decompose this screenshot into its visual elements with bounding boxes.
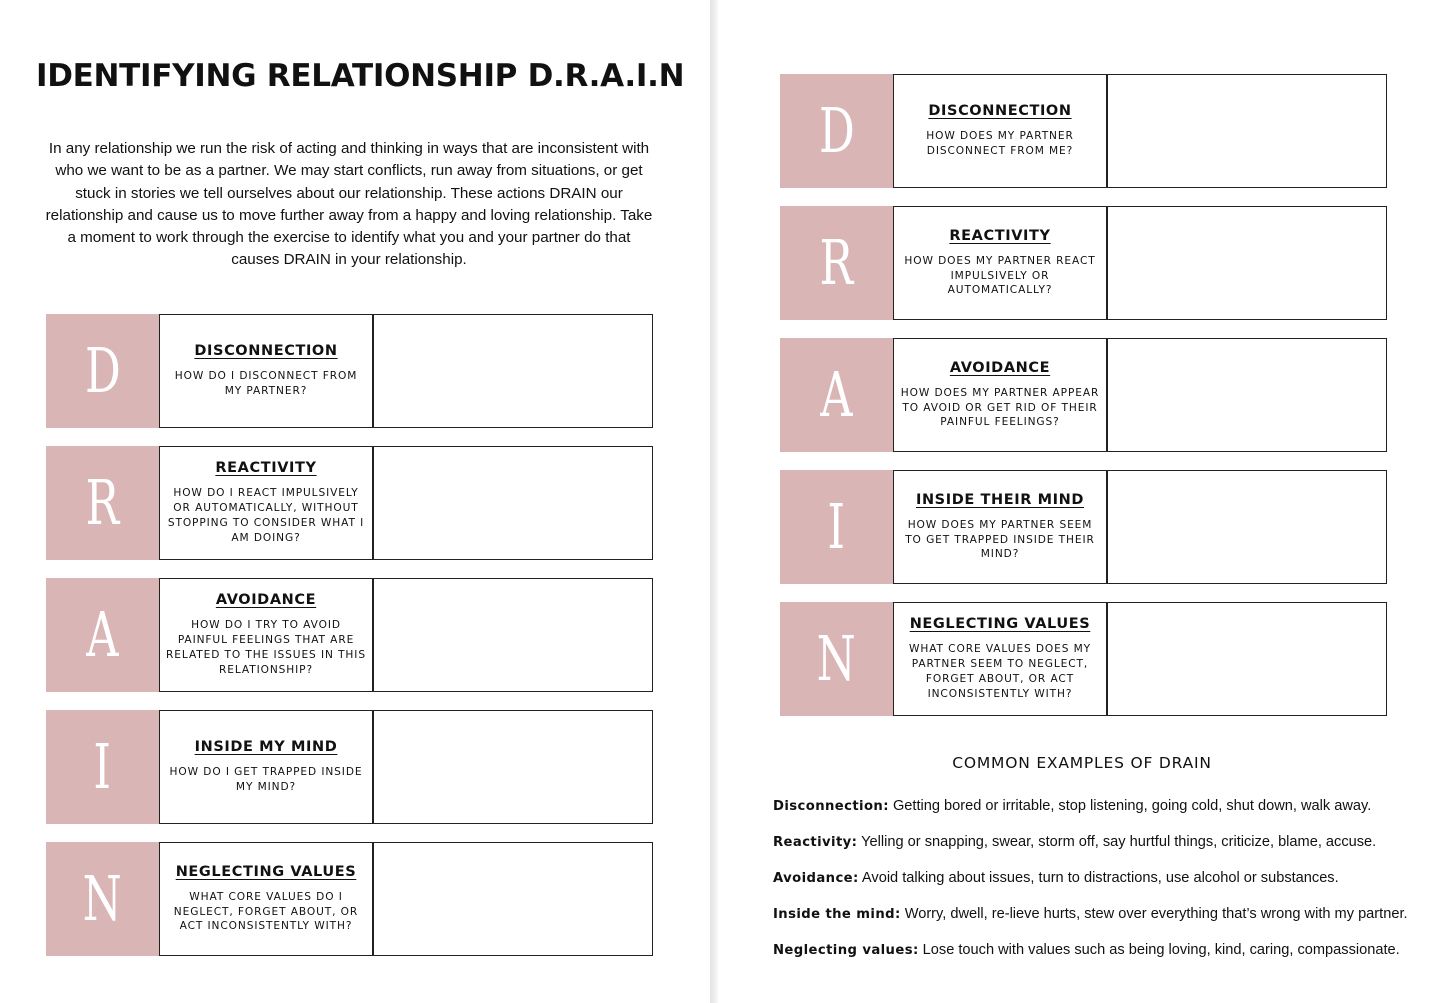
example-text: Yelling or snapping, swear, storm off, say hurtful things, criticize, blame, accuse. [857,834,1377,850]
drain-letter: A [86,598,119,671]
prompt-cell [893,602,1107,716]
drain-letter-box [780,74,893,188]
answer-box[interactable] [1106,74,1387,188]
example-item [773,796,1438,832]
prompt-heading: INSIDE MY MIND [194,739,338,756]
partner-drain-table [780,74,1386,734]
prompt-question: HOW DOES MY PARTNER DISCONNECT FROM ME? [926,130,1074,157]
drain-letter: N [82,862,123,935]
drain-row [780,206,1386,320]
prompt-heading: AVOIDANCE [949,359,1051,376]
answer-box[interactable] [1106,470,1387,584]
example-item [773,868,1438,904]
answer-box[interactable] [1106,206,1387,320]
drain-letter-box [780,206,893,320]
drain-letter-box [46,314,159,428]
drain-letter-box [780,470,893,584]
drain-letter-box [780,338,893,452]
prompt-question: HOW DOES MY PARTNER SEEM TO GET TRAPPED INSIDE THEIR MIND? [905,518,1095,561]
prompt-question: HOW DOES MY PARTNER REACT IMPULSIVELY OR AUTOMATICALLY? [904,254,1096,297]
drain-letter-box [46,446,159,560]
example-term: Disconnection: [773,799,889,814]
answer-box[interactable] [1106,602,1387,716]
answer-box[interactable] [372,842,653,956]
example-term: Avoidance: [773,871,859,886]
answer-box[interactable] [372,578,653,692]
prompt-cell [893,74,1107,188]
drain-letter: D [818,94,855,167]
drain-row [780,74,1386,188]
example-text: Worry, dwell, re-lieve hurts, stew over everything that’s wrong with my partner. [900,906,1408,922]
drain-row [780,338,1386,452]
prompt-cell [159,314,373,428]
prompt-heading: NEGLECTING VALUES [175,863,357,880]
example-term: Neglecting values: [773,943,919,958]
drain-letter: R [85,466,120,539]
page-title: IDENTIFYING RELATIONSHIP D.R.A.I.N [36,58,685,94]
drain-letter-box [46,578,159,692]
example-term: Reactivity: [773,835,858,850]
example-item [773,940,1438,976]
prompt-cell [893,206,1107,320]
examples-heading: COMMON EXAMPLES OF DRAIN [952,754,1212,772]
prompt-heading: AVOIDANCE [215,592,317,609]
prompt-question: HOW DO I REACT IMPULSIVELY OR AUTOMATICALLY, WITHOUT STOPPING TO CONSIDER WHAT I AM DOING? [167,487,365,544]
prompt-cell [159,842,373,956]
self-drain-table [46,314,652,974]
worksheet-page-self [0,0,710,1003]
prompt-heading: DISCONNECTION [928,103,1072,120]
drain-letter: R [819,226,854,299]
drain-row [780,602,1386,716]
prompt-heading: NEGLECTING VALUES [909,616,1091,633]
prompt-cell [893,470,1107,584]
answer-box[interactable] [372,446,653,560]
drain-row [46,842,652,956]
example-text: Getting bored or irritable, stop listening, going cold, shut down, walk away. [888,798,1372,814]
drain-letter: A [820,358,853,431]
prompt-question: HOW DOES MY PARTNER APPEAR TO AVOID OR GET RID OF THEIR PAINFUL FEELINGS? [900,386,1100,429]
drain-row [780,470,1386,584]
prompt-question: HOW DO I GET TRAPPED INSIDE MY MIND? [169,766,363,793]
drain-letter: I [827,490,846,563]
example-text: Avoid talking about issues, turn to distractions, use alcohol or substances. [858,870,1339,886]
answer-box[interactable] [1106,338,1387,452]
drain-row [46,578,652,692]
drain-letter: I [93,730,112,803]
example-item [773,904,1438,940]
drain-letter-box [46,842,159,956]
prompt-question: HOW DO I TRY TO AVOID PAINFUL FEELINGS THAT ARE RELATED TO THE ISSUES IN THIS RELATIONSHIP? [166,619,366,676]
examples-list [773,796,1438,976]
drain-row [46,446,652,560]
prompt-question: WHAT CORE VALUES DO I NEGLECT, FORGET ABOUT, OR ACT INCONSISTENTLY WITH? [173,890,359,933]
drain-letter: N [816,622,857,695]
prompt-heading: DISCONNECTION [194,343,338,360]
example-item [773,832,1438,868]
example-term: Inside the mind: [773,907,901,922]
answer-box[interactable] [372,710,653,824]
intro-paragraph: In any relationship we run the risk of acting and thinking in ways that are inconsistent with who we want to be as a partner. We may start conflicts, run away from situations, or get stuck in stories we tell ourselves about our relationship. These actions DRAIN our relationship and cause us to move further away from a happy and loving relationship. Take a moment to work through the exercise to identify what you and your partner do that causes DRAIN in your relationship. [45,140,653,269]
page-spine [710,0,718,1003]
prompt-cell [159,578,373,692]
prompt-question: WHAT CORE VALUES DOES MY PARTNER SEEM TO NEGLECT, FORGET ABOUT, OR ACT INCONSISTENTLY WITH? [908,643,1092,700]
prompt-heading: REACTIVITY [949,227,1051,244]
answer-box[interactable] [372,314,653,428]
prompt-heading: REACTIVITY [215,460,317,477]
prompt-cell [159,446,373,560]
drain-letter-box [780,602,893,716]
example-text: Lose touch with values such as being loving, kind, caring, compassionate. [918,942,1400,958]
drain-letter-box [46,710,159,824]
drain-row [46,314,652,428]
prompt-cell [893,338,1107,452]
prompt-question: HOW DO I DISCONNECT FROM MY PARTNER? [174,370,358,397]
drain-row [46,710,652,824]
prompt-heading: INSIDE THEIR MIND [915,491,1085,508]
prompt-cell [159,710,373,824]
drain-letter: D [84,334,121,407]
